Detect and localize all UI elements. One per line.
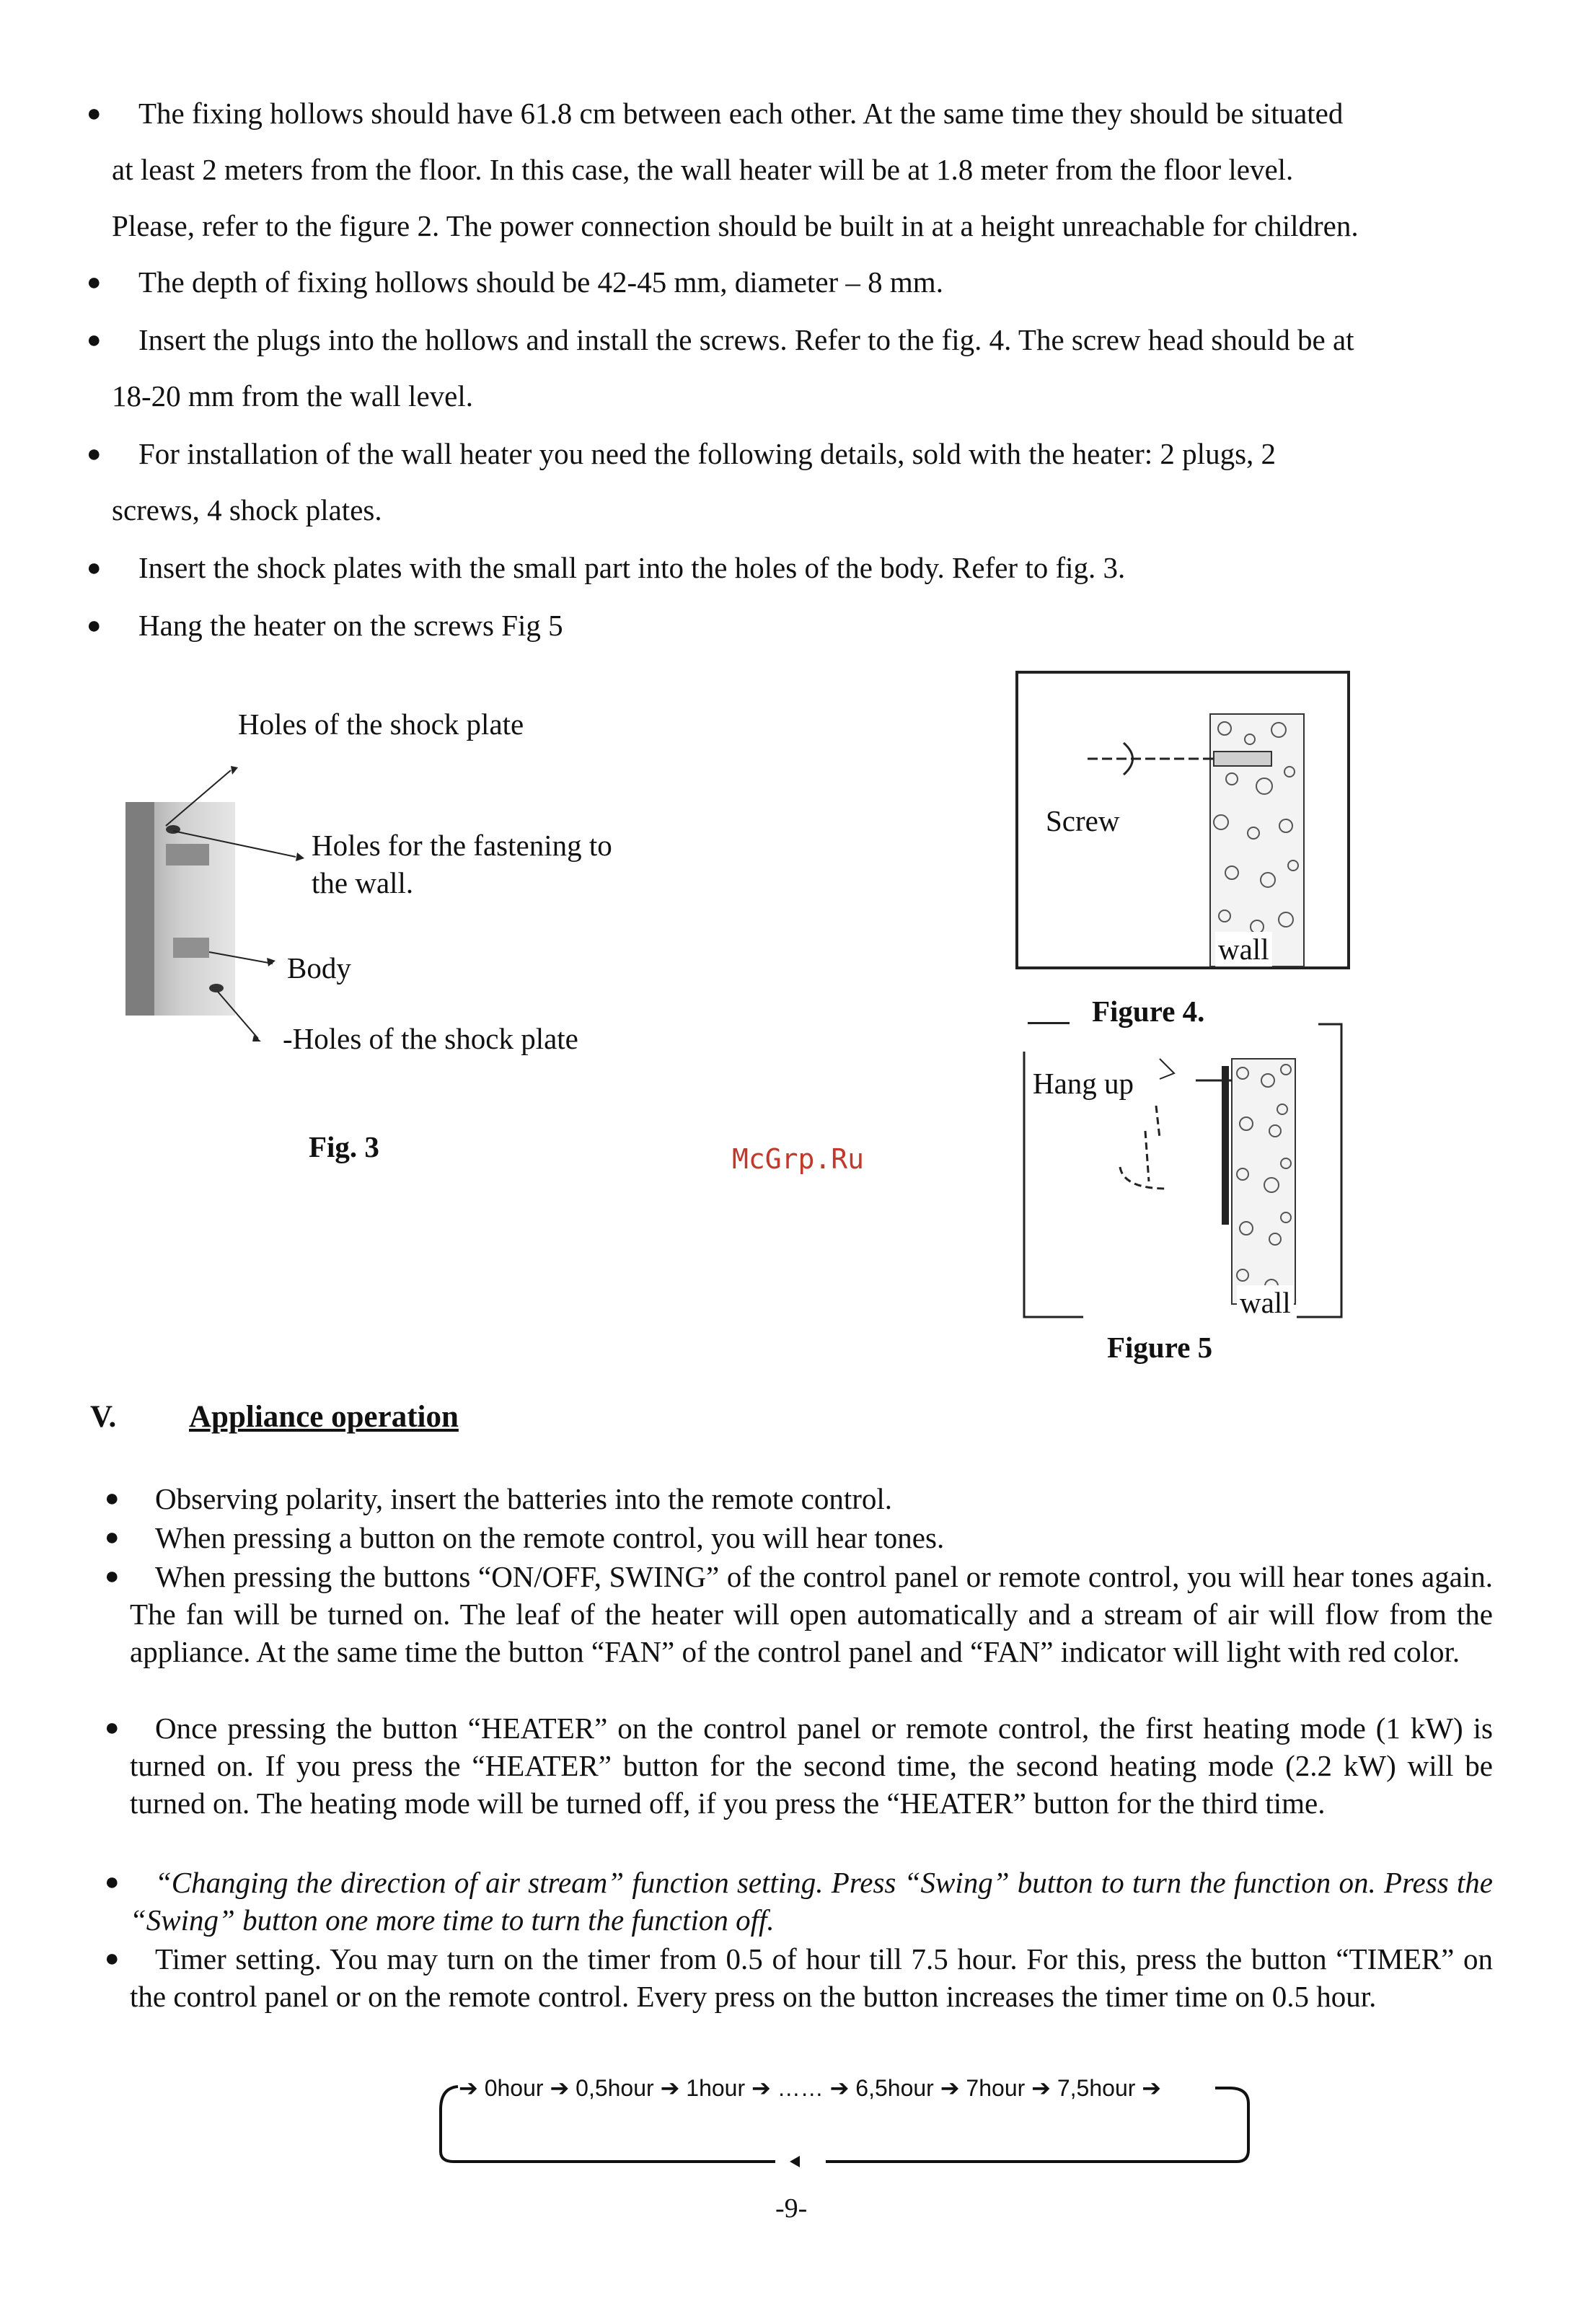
list-item-text: Observing polarity, insert the batteries into the remote control. xyxy=(155,1482,893,1515)
list-item-text: When pressing a button on the remote control, you will hear tones. xyxy=(155,1521,945,1554)
fig3-label-fasten: Holes for the fastening to xyxy=(312,829,612,862)
wall-section xyxy=(1232,1059,1295,1304)
fig3-caption: Fig. 3 xyxy=(309,1130,379,1163)
fig5-label-hang: Hang up xyxy=(1033,1067,1134,1100)
timer-step: 6,5hour xyxy=(855,2075,934,2101)
timer-sequence xyxy=(459,2074,1161,2102)
list-item-text: Insert the plugs into the hollows and install the screws. Refer to the fig. 4. The screw head should be at xyxy=(138,323,1354,356)
arrow-icon: ➔ xyxy=(660,2075,687,2101)
timer-step: …… xyxy=(777,2075,824,2101)
page-number: -9- xyxy=(775,2193,808,2224)
fig4-label-wall: wall xyxy=(1215,932,1272,966)
list-item xyxy=(87,539,1522,596)
bullet: ● xyxy=(105,1524,120,1551)
hang-arrow xyxy=(1160,1059,1174,1079)
hang-motion-path xyxy=(1120,1106,1167,1189)
bullet: ● xyxy=(105,1485,120,1512)
list-item-text: Once pressing the button “HEATER” on the control panel or remote control, the first heating mode (1 kW) is turned on. If you press the “HEATER” button for the second time, the second heating mode (2.2 kW) will be turned on. The heating mode will be turned off, if you press the “HEATER” button for the third time. xyxy=(130,1712,1493,1820)
list-item xyxy=(105,1709,1493,1822)
heater-hang-bracket xyxy=(1222,1066,1229,1225)
watermark: McGrp.Ru xyxy=(732,1143,865,1175)
list-item-text: Insert the shock plates with the small part into the holes of the body. Refer to fig. 3. xyxy=(138,551,1126,584)
arrow-icon: ➔ xyxy=(751,2075,777,2101)
list-item-text: When pressing the buttons “ON/OFF, SWING” of the control panel or remote control, you will hear tones again. The fan will be turned on. The leaf of the heater will open automatically and a stream of air will flow from the appliance. At the same time the button “FAN” of the control panel and “FAN” indicator will light with red color. xyxy=(130,1560,1493,1668)
bullet: ● xyxy=(87,441,102,467)
arrow-icon: ➔ xyxy=(459,2075,485,2101)
fig5-frame-right xyxy=(1297,1024,1341,1317)
shock-plate-hole xyxy=(173,938,209,958)
list-item-text: The depth of fixing hollows should be 42-45 mm, diameter – 8 mm. xyxy=(138,265,943,299)
fig3-photo xyxy=(123,757,382,1046)
arrow-icon: ➔ xyxy=(940,2075,966,2101)
arrow-icon: ➔ xyxy=(829,2075,856,2101)
section-number: V. xyxy=(90,1400,117,1434)
list-item-continuation: 18-20 mm from the wall level. xyxy=(112,379,473,413)
arrow-head xyxy=(296,853,304,861)
fig4-label-screw: Screw xyxy=(1046,804,1120,837)
list-item xyxy=(105,1940,1493,2015)
timer-step: 7,5hour xyxy=(1057,2075,1136,2101)
fig5-caption: Figure 5 xyxy=(1107,1331,1213,1364)
list-item-continuation: screws, 4 shock plates. xyxy=(112,493,382,527)
bullet: ● xyxy=(87,269,102,296)
bullet: ● xyxy=(105,1869,120,1895)
list-item xyxy=(105,1558,1493,1670)
fig3-label-bottom: -Holes of the shock plate xyxy=(283,1022,578,1055)
list-item xyxy=(105,1519,1493,1556)
fig4-caption: Figure 4. xyxy=(1092,995,1205,1028)
fig3-label-fasten-2: the wall. xyxy=(312,866,414,899)
list-item-text: The fixing hollows should have 61.8 cm between each other. At the same time they should be situated xyxy=(138,97,1344,130)
list-item xyxy=(105,1864,1493,1939)
timer-step: 0,5hour xyxy=(576,2075,654,2101)
arrow-head xyxy=(231,766,238,775)
list-item xyxy=(87,312,1522,369)
list-item-text: Timer setting. You may turn on the timer from 0.5 of hour till 7.5 hour. For this, press the button “TIMER” on the control panel or on the remote control. Every press on the button increases the timer time on 0.5 hour. xyxy=(130,1942,1493,2013)
bullet: ● xyxy=(87,555,102,581)
list-item xyxy=(87,426,1522,483)
bullet: ● xyxy=(87,327,102,353)
section-title: Appliance operation xyxy=(189,1400,459,1434)
bullet: ● xyxy=(105,1563,120,1590)
list-item xyxy=(87,85,1522,142)
fig3-label-top: Holes of the shock plate xyxy=(238,708,524,741)
timer-step: 0hour xyxy=(484,2075,544,2101)
bullet: ● xyxy=(87,100,102,127)
list-item-text: For installation of the wall heater you need the following details, sold with the heater: 2 plugs, 2 xyxy=(138,437,1277,470)
list-item xyxy=(87,597,1522,654)
list-item-continuation: Please, refer to the figure 2. The power connection should be built in at a height unreachable for children. xyxy=(112,209,1359,242)
fig3-label-body: Body xyxy=(287,951,351,985)
list-item-text: “Changing the direction of air stream” function setting. Press “Swing” button to turn the function on. Press the “Swing” button one more time to turn the function off. xyxy=(130,1866,1493,1937)
list-item-text: Hang the heater on the screws Fig 5 xyxy=(138,609,563,642)
arrow-icon: ➔ xyxy=(1031,2075,1057,2101)
fastening-hole xyxy=(209,984,224,992)
arrow-icon: ➔ xyxy=(550,2075,576,2101)
bullet: ● xyxy=(105,1714,120,1741)
shock-plate-hole xyxy=(166,844,209,865)
list-item xyxy=(105,1480,1493,1518)
arrow-icon: ➔ xyxy=(1142,2075,1162,2101)
list-item-continuation: at least 2 meters from the floor. In this case, the wall heater will be at 1.8 meter from the floor level. xyxy=(112,153,1294,186)
bullet: ● xyxy=(105,1945,120,1972)
timer-step: 7hour xyxy=(966,2075,1026,2101)
arrow-head xyxy=(267,958,275,966)
list-item xyxy=(87,254,1522,311)
timer-step: 1hour xyxy=(686,2075,746,2101)
heater-edge xyxy=(125,802,154,1016)
loop-arrow xyxy=(790,2156,800,2167)
bullet: ● xyxy=(87,612,102,639)
fig5-label-wall: wall xyxy=(1237,1285,1294,1320)
wall-plug xyxy=(1214,752,1271,766)
